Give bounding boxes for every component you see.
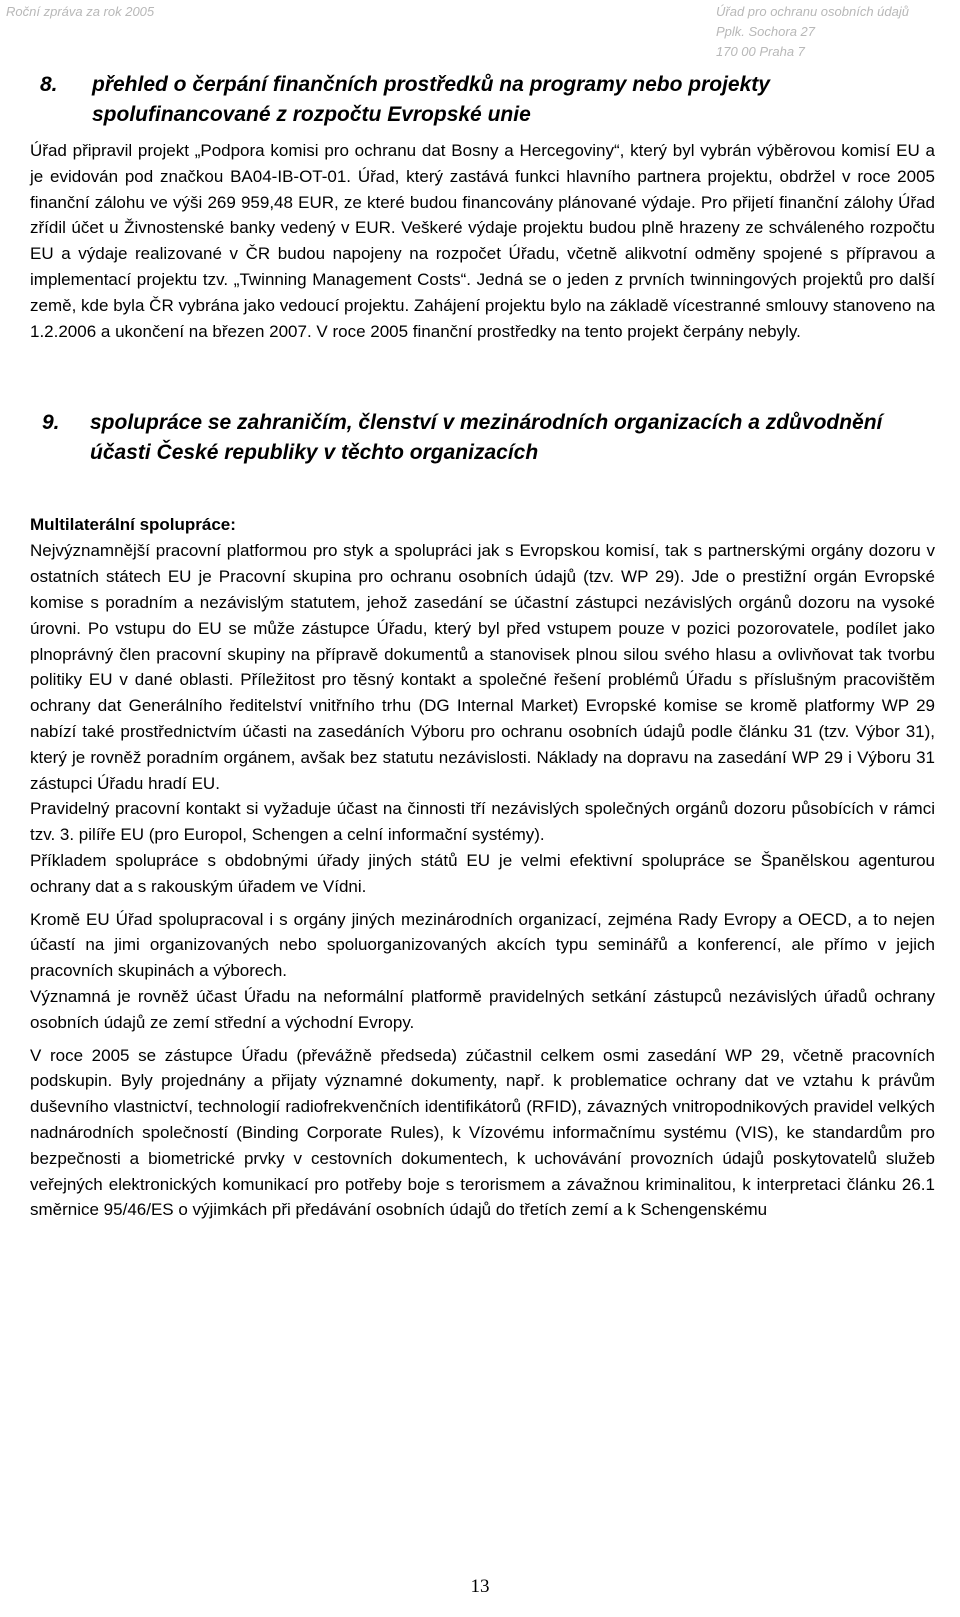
section-9-paragraph: Nejvýznamnější pracovní platformou pro styk a spolupráci jak s Evropskou komisí, tak s partnerskými orgány dozoru v ostatních státech EU je Pracovní skupina pro ochranu osobních údajů (tzv. WP 29). Jde o prestižní orgán Evropské komise s poradním a nezávislým statutem, jehož zasedání se účastní zástupci nezávislých orgánů dozoru na vysoké úrovni. Po vstupu do EU se může zástupce Úřadu, který byl před vstupem pouze v pozici pozorovatele, podílet jako plnoprávný člen pracovní skupiny na přípravě dokumentů a stanovisek plnou silou svého hlasu a ovlivňovat tak tvorbu politiky EU v dané oblasti. Příležitost pro těsný kontakt a společné řešení problémů Úřadu s příslušným pracovištěm ochrany dat Generálního ředitelství vnitřního trhu (DG Internal Market) Evropské komise se kromě platformy WP 29 nabízí také prostřednictvím účasti na zasedáních Výboru pro ochranu osobních údajů podle článku 31 (tzv. Výbor 31), který je rovněž poradním orgánem, avšak bez statutu nezávislosti. Náklady na dopravu na zasedání WP 29 i Výboru 31 zástupci Úřadu hradí EU. <box>30 541 935 793</box>
section-9-heading <box>30 408 935 468</box>
header-city: 170 00 Praha 7 <box>716 44 805 59</box>
section-9-paragraph: Příkladem spolupráce s obdobnými úřady jiných států EU je velmi efektivní spolupráce se Španělskou agenturou ochrany dat a s rakouským úřadem ve Vídni. <box>30 850 935 896</box>
header-office-address <box>716 2 909 62</box>
section-8-number: 8. <box>40 73 58 96</box>
section-9-paragraph: Pravidelný pracovní kontakt si vyžaduje účast na činnosti tří nezávislých společných orgánů dozoru působících v rámci tzv. 3. pilíře EU (pro Europol, Schengen a celní informační systémy). <box>30 799 935 845</box>
page-content <box>30 70 935 1223</box>
header-street: Pplk. Sochora 27 <box>716 24 816 39</box>
section-8-heading <box>30 70 935 130</box>
page-number: 13 <box>470 1576 490 1597</box>
section-9-paragraph: V roce 2005 se zástupce Úřadu (převážně předseda) zúčastnil celkem osmi zasedání WP 29, včetně pracovních podskupin. Byly projednány a přijaty významné dokumenty, např. k problematice ochrany dat ve vztahu k právům duševního vlastnictví, technologií radiofrekvenčních identifikátorů (RFID), závazných vnitropodnikových pravidel velkých nadnárodních společností (Binding Corporate Rules), k Vízovému informačnímu systému (VIS), ke standardům pro bezpečnosti a biometrické prvky v cestovních dokumentech, k uchovávání provozních údajů poskytovatelů služeb veřejných elektronických komunikací pro potřeby boje s terorismem a závažnou kriminalitou, k interpretaci článku 26.1 směrnice 95/46/ES o výjimkách při předávání osobních údajů do třetích zemí a k Schengenskému <box>30 1045 935 1220</box>
section-9-paragraph: Významná je rovněž účast Úřadu na neformální platformě pravidelných setkání zástupců nezávislých úřadů ochrany osobních údajů ze zemí střední a východní Evropy. <box>30 986 935 1032</box>
section-8-title: přehled o čerpání finančních prostředků na programy nebo projekty spolufinancované z rozpočtu Evropské unie <box>92 73 770 126</box>
multilateral-subheading: Multilaterální spolupráce: <box>30 515 236 535</box>
section-9-number: 9. <box>42 411 60 435</box>
header-office-name: Úřad pro ochranu osobních údajů <box>716 4 909 19</box>
section-9-title: spolupráce se zahraničím, členství v mezinárodních organizacích a zdůvodnění účasti České republiky v těchto organizacích <box>90 411 883 465</box>
header-report-title: Roční zpráva za rok 2005 <box>6 4 155 19</box>
section-8-paragraph: Úřad připravil projekt „Podpora komisi pro ochranu dat Bosny a Hercegoviny“, který byl vybrán výběrovou komisí EU a je evidován pod značkou BA04-IB-OT-01. Úřad, který zastává funkci hlavního partnera projektu, obdržel v roce 2005 finanční zálohu ve výši 269 959,48 EUR, ze které budou financovány plánované výdaje. Pro přijetí finanční zálohy Úřad zřídil účet u Živnostenské banky vedený v EUR. Veškeré výdaje projektu budou plně hrazeny ze schváleného rozpočtu EU a výdaje realizované v ČR budou napojeny na rozpočet Úřadu, včetně alikvotní odměny spojené s přípravou a implementací projektu tzv. „Twinning Management Costs“. Jedná se o jeden z prvních twinningových projektů pro další země, kde byla ČR vybrána jako vedoucí projektu. Zahájení projektu bylo na základě vícestranné smlouvy stanoveno na 1.2.2006 a ukončení na březen 2007. V roce 2005 finanční prostředky na tento projekt čerpány nebyly. <box>30 141 935 341</box>
section-9-paragraph: Kromě EU Úřad spolupracoval i s orgány jiných mezinárodních organizací, zejména Rady Evropy a OECD, a to nejen účastí na jimi organizovaných nebo spoluorganizovaných akcích typu seminářů a konferencí, ale přímo v jejich pracovních skupinách a výborech. <box>30 909 935 981</box>
